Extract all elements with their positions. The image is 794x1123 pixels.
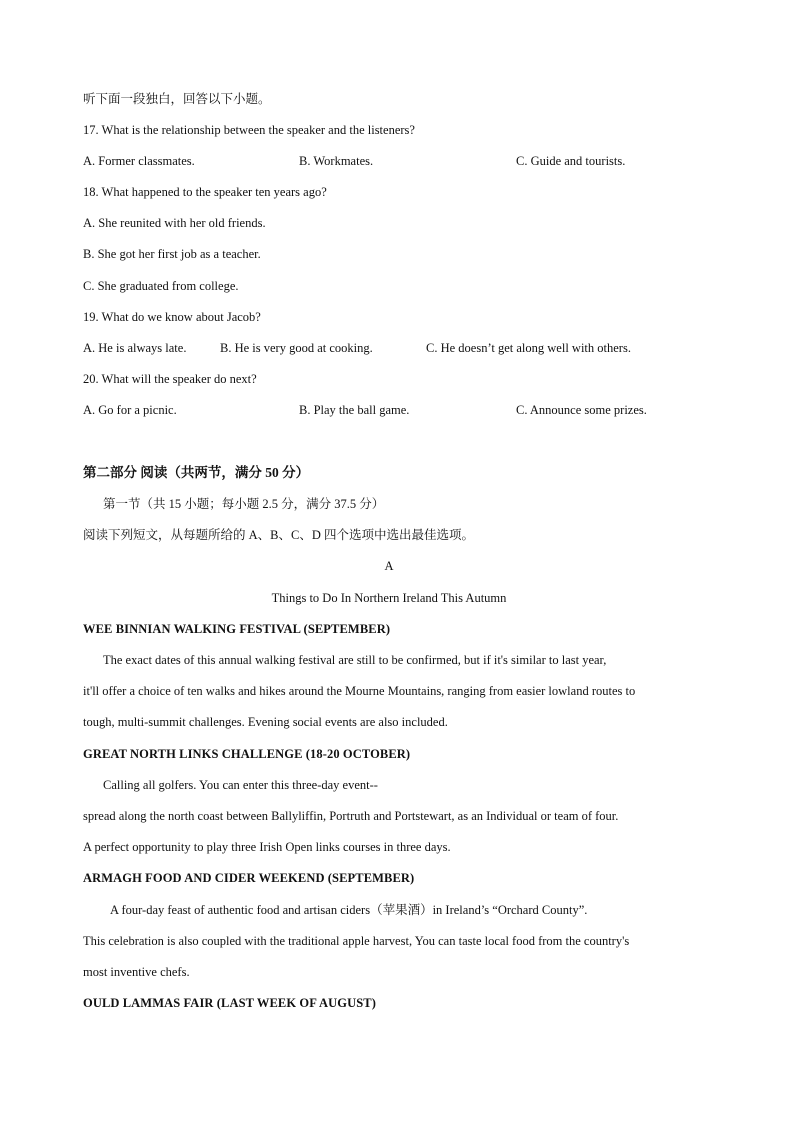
question-20-options: [83, 402, 723, 418]
option-b: B. Play the ball game.: [299, 403, 410, 417]
option-b: B. Workmates.: [299, 154, 374, 168]
event-text-line: Calling all golfers. You can enter this three-day event--: [103, 778, 378, 792]
option-c: C. He doesn’t get along well with others.: [426, 341, 631, 355]
event-heading: GREAT NORTH LINKS CHALLENGE (18-20 OCTOBER): [83, 747, 411, 761]
event-heading: OULD LAMMAS FAIR (LAST WEEK OF AUGUST): [83, 996, 376, 1010]
event-text-line: spread along the north coast between Ballyliffin, Portruth and Portstewart, as an Individual or team of four.: [83, 809, 619, 823]
event-text-line: A perfect opportunity to play three Irish Open links courses in three days.: [83, 840, 451, 854]
passage-label: A: [384, 559, 394, 573]
question-19-options: [83, 340, 723, 356]
event-text-line: A four-day feast of authentic food and artisan ciders（苹果酒）in Ireland’s “Orchard County”.: [110, 903, 588, 917]
question-20-stem: 20. What will the speaker do next?: [83, 372, 257, 386]
section-title: 第一节（共 15 小题；每小题 2.5 分，满分 37.5 分）: [103, 497, 385, 511]
option-a: A. Go for a picnic.: [83, 403, 177, 417]
question-17-stem: 17. What is the relationship between the speaker and the listeners?: [83, 123, 415, 137]
event-text-line: The exact dates of this annual walking festival are still to be confirmed, but if it's similar to last year,: [103, 653, 607, 667]
option-c: C. Guide and tourists.: [516, 154, 626, 168]
part-title: 第二部分 阅读（共两节，满分 50 分）: [83, 465, 310, 480]
question-18-stem: 18. What happened to the speaker ten years ago?: [83, 185, 327, 199]
question-17-options: [83, 153, 723, 169]
option-c: C. Announce some prizes.: [516, 403, 647, 417]
question-18-option-b: B. She got her first job as a teacher.: [83, 247, 261, 261]
event-heading: ARMAGH FOOD AND CIDER WEEKEND (SEPTEMBER): [83, 871, 415, 885]
option-a: A. He is always late.: [83, 341, 187, 355]
reading-instruction: 阅读下列短文，从每题所给的 A、B、C、D 四个选项中选出最佳选项。: [83, 528, 474, 542]
question-18-option-c: C. She graduated from college.: [83, 279, 239, 293]
option-b: B. He is very good at cooking.: [220, 341, 373, 355]
event-text-line: tough, multi-summit challenges. Evening social events are also included.: [83, 715, 448, 729]
question-19-stem: 19. What do we know about Jacob?: [83, 310, 261, 324]
passage-title: Things to Do In Northern Ireland This Autumn: [271, 591, 507, 605]
event-text-line: most inventive chefs.: [83, 965, 190, 979]
event-heading: WEE BINNIAN WALKING FESTIVAL (SEPTEMBER): [83, 622, 391, 636]
event-text-line: it'll offer a choice of ten walks and hikes around the Mourne Mountains, ranging from easier lowland routes to: [83, 684, 636, 698]
event-text-line: This celebration is also coupled with the traditional apple harvest, You can taste local food from the country's: [83, 934, 630, 948]
listening-instruction: 听下面一段独白，回答以下小题。: [83, 92, 271, 106]
option-a: A. Former classmates.: [83, 154, 195, 168]
question-18-option-a: A. She reunited with her old friends.: [83, 216, 266, 230]
